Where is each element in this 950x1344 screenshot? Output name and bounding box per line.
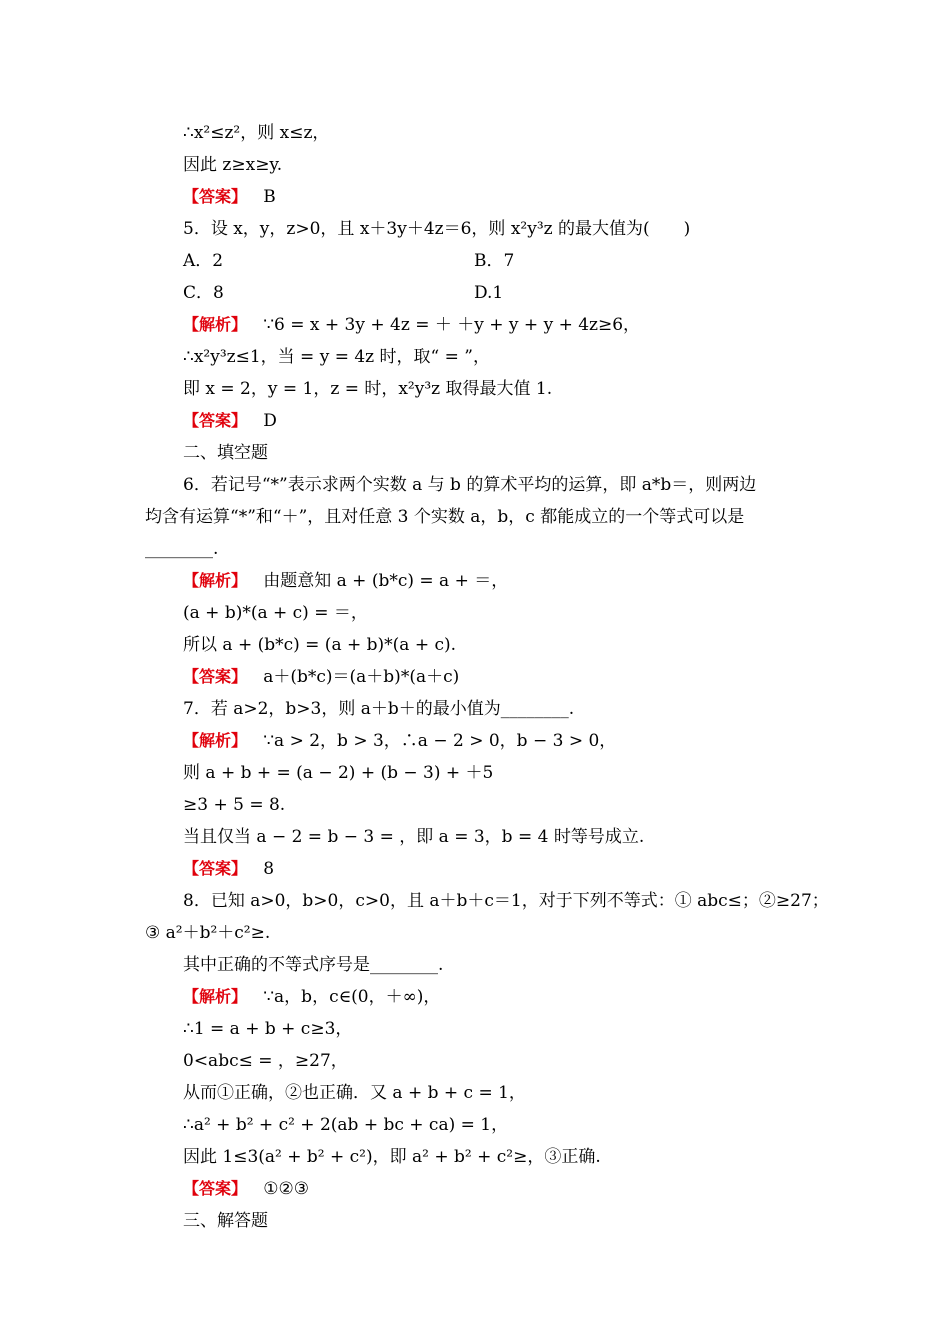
answer-value: D (263, 411, 277, 431)
analysis-line (183, 986, 440, 1008)
text-line: ∴a² + b² + c² + 2(ab + bc + ca) = 1， (183, 1115, 509, 1135)
text-line: ∴x²y³z≤1，当 = y = 4z 时，取“ = ”， (183, 347, 490, 367)
analysis-line (183, 570, 508, 592)
answer-tag: 【答案】 (183, 411, 248, 430)
text-line: 其中正确的不等式序号是________. (183, 955, 444, 975)
section-heading: 三、解答题 (183, 1211, 268, 1231)
question-7: 7．若 a>2，b>3，则 a＋b＋的最小值为________. (183, 699, 575, 719)
question-8: 8．已知 a>0，b>0，c>0，且 a＋b＋c＝1，对于下列不等式：① abc≤；②≥27； (183, 891, 829, 911)
answer-value: 8 (263, 859, 275, 879)
text-line: 即 x = 2，y = 1，z = 时，x²y³z 取得最大值 1. (183, 379, 553, 399)
text-line: ③ a²＋b²＋c²≥. (145, 923, 271, 943)
analysis-line (183, 730, 616, 752)
question-6: 6．若记号“*”表示求两个实数 a 与 b 的算术平均的运算，即 a*b＝，则两边 (183, 475, 757, 495)
section-heading: 二、填空题 (183, 443, 268, 463)
text-line: ≥3 + 5 = 8. (183, 795, 286, 815)
text-line: (a + b)*(a + c) = ＝， (183, 603, 368, 623)
text-line: 当且仅当 a − 2 = b − 3 = ，即 a = 3，b = 4 时等号成立. (183, 827, 645, 847)
option-c: C．8 (183, 283, 224, 303)
text-line: 均含有运算“*”和“＋”，且对任意 3 个实数 a，b，c 都能成立的一个等式可以是 (145, 507, 745, 527)
answer-line (183, 858, 274, 880)
text-line: 0<abc≤ = ，≥27， (183, 1051, 348, 1071)
answer-value: B (263, 187, 276, 207)
text-line: 从而①正确，②也正确．又 a + b + c = 1， (183, 1083, 526, 1103)
analysis-tag: 【解析】 (183, 987, 248, 1006)
analysis-tag: 【解析】 (183, 315, 248, 334)
text-line: 因此 z≥x≥y. (183, 155, 283, 175)
answer-tag: 【答案】 (183, 859, 248, 878)
text-line: ∴x²≤z²，则 x≤z， (183, 123, 330, 143)
answer-line (183, 666, 459, 688)
analysis-text: ∵a > 2，b > 3，∴a − 2 > 0，b − 3 > 0， (263, 731, 617, 751)
text-line: 因此 1≤3(a² + b² + c²)，即 a² + b² + c²≥，③正确. (183, 1147, 601, 1167)
analysis-tag: 【解析】 (183, 731, 248, 750)
analysis-line (183, 314, 640, 336)
answer-tag: 【答案】 (183, 187, 248, 206)
text-line: ∴1 = a + b + c≥3， (183, 1019, 353, 1039)
analysis-text: ∵6 = x + 3y + 4z = ＋ ＋y + y + y + 4z≥6， (263, 315, 641, 335)
answer-tag: 【答案】 (183, 1179, 248, 1198)
analysis-tag: 【解析】 (183, 571, 248, 590)
option-b: B．7 (474, 251, 515, 271)
question-5: 5．设 x，y，z>0，且 x＋3y＋4z＝6，则 x²y³z 的最大值为( ) (183, 219, 691, 239)
answer-line (183, 1178, 309, 1200)
text-line: 所以 a + (b*c) = (a + b)*(a + c). (183, 635, 457, 655)
answer-value: a＋(b*c)＝(a＋b)*(a＋c) (263, 667, 460, 687)
option-a: A．2 (183, 251, 224, 271)
answer-line (183, 186, 276, 208)
text-line: ________. (145, 539, 219, 559)
answer-line (183, 410, 277, 432)
answer-tag: 【答案】 (183, 667, 248, 686)
text-line: 则 a + b + = (a − 2) + (b − 3) + ＋5 (183, 763, 494, 783)
answer-value: ①②③ (263, 1179, 309, 1199)
option-d: D.1 (474, 283, 504, 303)
analysis-text: ∵a，b，c∈(0，＋∞)， (263, 987, 441, 1007)
analysis-text: 由题意知 a + (b*c) = a + ＝， (263, 571, 509, 591)
